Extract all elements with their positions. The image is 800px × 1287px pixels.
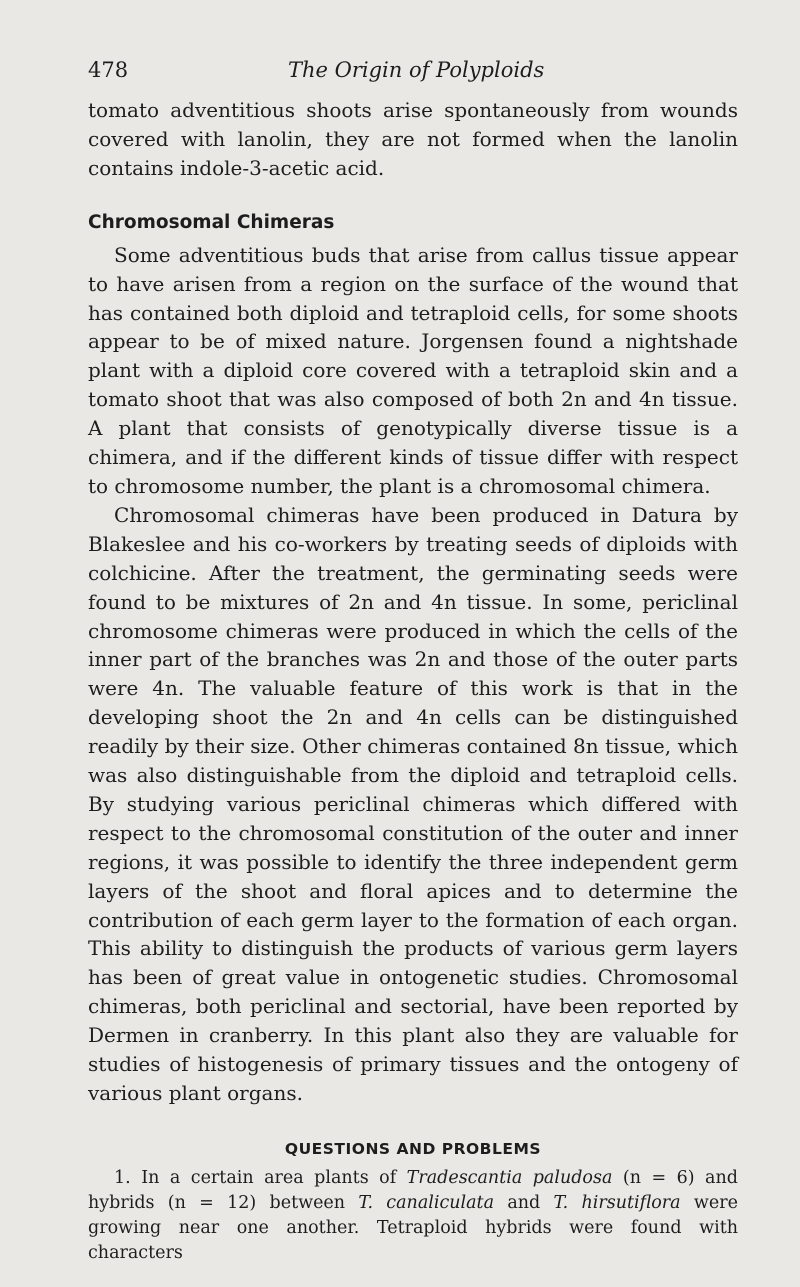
question-item [88, 1166, 738, 1266]
page-number: 478 [88, 58, 129, 82]
question-text: In a certain area plants of [141, 1167, 397, 1188]
questions-heading: QUESTIONS AND PROBLEMS [284, 1139, 542, 1158]
question-text: and [507, 1192, 541, 1213]
questions-list [88, 1166, 738, 1266]
running-title: The Origin of Polyploids [288, 58, 545, 82]
paragraph-chimeras-datura: Chromosomal chimeras have been produced in Datura by Blakeslee and his co-workers by treating seeds of diploids with colchicine. After the treatment, the germinating seeds were found to be mixtures of 2n and 4n tissue. In some, periclinal chromosome chimeras were produced in which the cells of the inner part of the branches was 2n and those of the outer parts were 4n. The valuable feature of this work is that in the developing shoot the 2n and 4n cells can be distinguished readily by their size. Other chimeras contained 8n tissue, which was also distinguishable from the diploid and tetraploid cells. By studying various periclinal chimeras which differed with respect to the chromosomal constitution of the outer and inner regions, it was possible to identify the three independent germ layers of the shoot and floral apices and to determine the contribution of each germ layer to the formation of each organ. This ability to distinguish the products of various germ layers has been of great value in ontogenetic studies. Chromosomal chimeras, both periclinal and sectorial, have been reported by Dermen in cranberry. In this plant also they are valuable for studies of histogenesis of primary tissues and the ontogeny of various plant organs. [88, 502, 738, 1105]
question-text: were growing near one another. Tetraploid hybrids were found with characters [88, 1192, 738, 1263]
page-header [88, 58, 738, 88]
section-heading: Chromosomal Chimeras [88, 211, 335, 233]
intro-paragraph: tomato adventitious shoots arise spontaneously from wounds covered with lanolin, they are not formed when the lanolin contains indole-3-acetic acid. [88, 98, 738, 180]
species-name: Tradescantia paludosa [406, 1167, 613, 1188]
species-name: T. canaliculata [358, 1192, 495, 1213]
paragraph-chimeras-intro: Some adventitious buds that arise from callus tissue appear to have arisen from a region on the surface of the wound that has contained both diploid and tetraploid cells, for some shoots appear to be of mixed nature. Jorgensen found a nightshade plant with a diploid core covered with a tetraploid skin and a tomato shoot that was also composed of both 2n and 4n tissue. A plant that consists of genotypically diverse tissue is a chimera, and if the different kinds of tissue differ with respect to chromosome number, the plant is a chromosomal chimera. [88, 242, 738, 498]
question-text: (n = 6) and hybrids (n = 12) between [88, 1167, 738, 1213]
question-number: 1. [114, 1167, 131, 1188]
body-text [88, 96, 738, 1266]
species-name: T. hirsutiflora [553, 1192, 681, 1213]
